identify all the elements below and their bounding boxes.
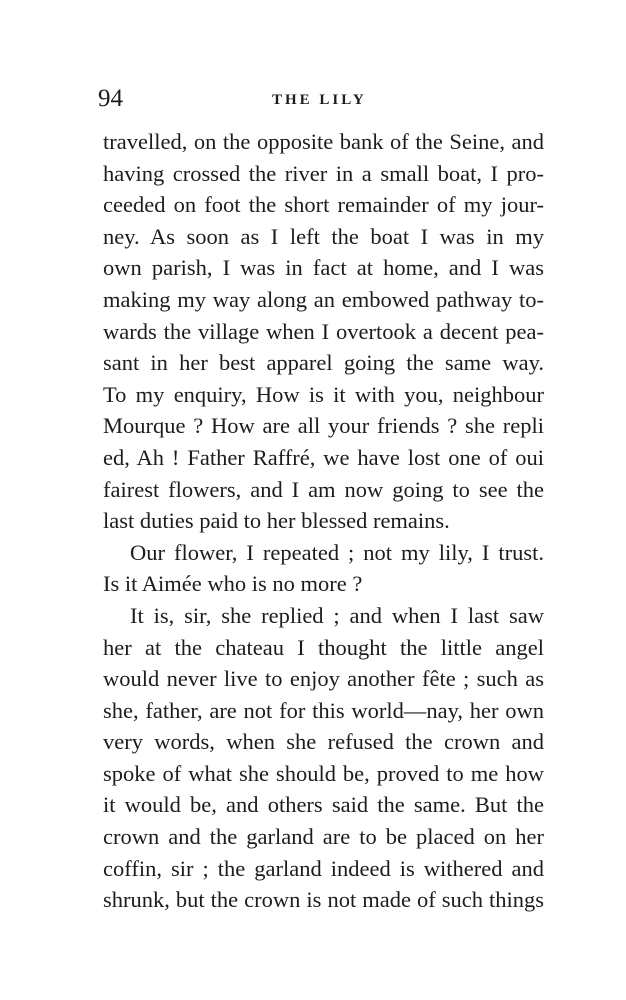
text-line: her at the chateau I thought the little angel [103,634,544,660]
text-line: it would be, and others said the same. But the [103,792,544,818]
running-title: THE LILY [272,92,367,108]
text-line: fairest flowers, and I am now going to see the [103,476,544,502]
text-line: shrunk, but the crown is not made of such things [103,887,544,913]
text-line: sant in her best apparel going the same way. [103,350,544,376]
text-line: Is it Aimée who is no more ? [103,571,363,597]
text-line: ceeded on foot the short remainder of my jour- [103,192,544,218]
body-text [103,126,544,916]
text-line: wards the village when I overtook a decent pea- [103,318,544,344]
text-line: coffin, sir ; the garland indeed is withered and [103,855,544,881]
text-line: It is, sir, she replied ; and when I last saw [130,602,544,628]
text-line: making my way along an embowed pathway to- [103,286,544,312]
text-line: very words, when she refused the crown and [103,729,544,755]
text-line: she, father, are not for this world—nay, her own [103,697,544,723]
text-line: last duties paid to her blessed remains. [103,508,450,534]
text-line: ney. As soon as I left the boat I was in my [103,223,544,249]
text-line: ed, Ah ! Father Raffré, we have lost one of oui [103,444,544,470]
text-line: crown and the garland are to be placed on her [103,824,544,850]
page-number: 94 [98,85,123,112]
text-line: would never live to enjoy another fête ; such as [103,666,544,692]
text-line: having crossed the river in a small boat, I pro- [103,160,544,186]
text-line: spoke of what she should be, proved to me how [103,760,544,786]
text-line: Mourque ? How are all your friends ? she repli [103,413,544,439]
text-line: To my enquiry, How is it with you, neighbour [103,381,544,407]
text-line: Our flower, I repeated ; not my lily, I trust. [130,539,544,565]
text-line: travelled, on the opposite bank of the Seine, and [103,129,544,154]
text-line: own parish, I was in fact at home, and I was [103,255,544,281]
running-head [98,84,543,114]
